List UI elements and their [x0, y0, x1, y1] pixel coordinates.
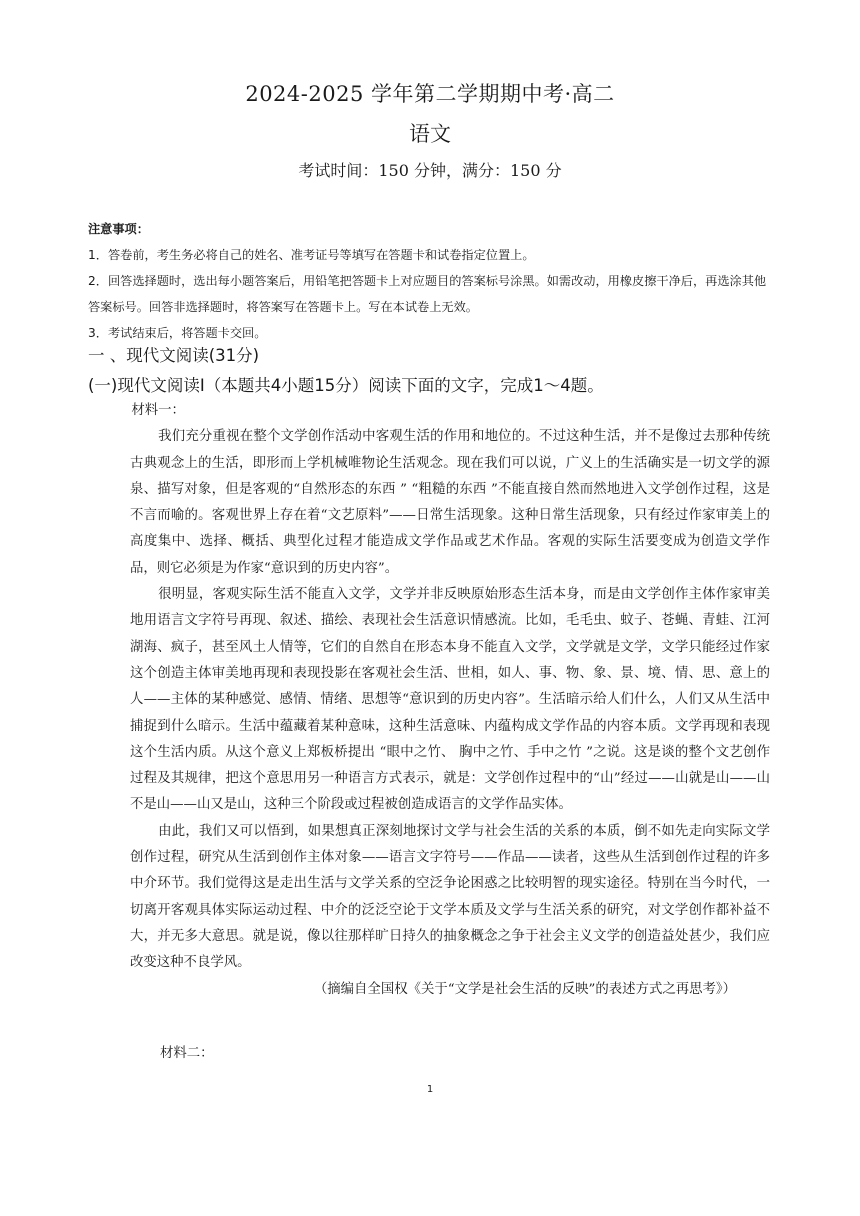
reading-material: [130, 398, 770, 1003]
material-paragraph: 我们充分重视在整个文学创作活动中客观生活的作用和地位的。不过这种生活，并不是像过去那种传统古典观念上的生活，即形而上学机械唯物论生活观念。现在我们可以说，广义上的生活确实是一切文学的源泉、描写对象，但是客观的“自然形态的东西 ” “粗糙的东西 ”不能直接自然而然地进入文学创作过程，这是不言而喻的。客观世界上存在着“文艺原料”——日常生活现象。这种日常生活现象，只有经过作家审美上的高度集中、选择、概括、典型化过程才能造成文学作品或艺术作品。客观的实际生活要变成为创造文学作品，则它必须是为作家“意识到的历史内容”。: [130, 429, 770, 576]
notes-item: 3．考试结束后，将答题卡交回。: [88, 326, 267, 340]
material-paragraph: 很明显，客观实际生活不能直入文学，文学并非反映原始形态生活本身，而是由文学创作主体作家审美地用语言文字符号再现、叙述、描绘、表现社会生活意识情感流。比如，毛毛虫、蚊子、苍蝇、青蛙、江河湖海、疯子，甚至风土人情等，它们的自然自在形态本身不能直入文学，文学就是文学，文学只能经过作家这个创造主体审美地再现和表现投影在客观社会生活、世相，如人、事、物、象、景、境、情、思、意上的人——主体的某种感觉、感情、情绪、思想等“意识到的历史内容”。生活暗示给人们什么，人们又从生活中捕捉到什么暗示。生活中蕴藏着某种意味，这种生活意味、内蕴构成文学作品的内容本质。文学再现和表现这个生活内质。从这个意义上郑板桥提出 “眼中之竹、 胸中之竹、手中之竹 ”之说。这是谈的整个文艺创作过程及其规律，把这个意思用另一种语言方式表示，就是：文学创作过程中的“山”经过——山就是山——山不是山——山又是山，这种三个阶段或过程被创造成语言的文学作品实体。: [130, 587, 770, 813]
material-source: （摘编自全国权《关于“文学是社会生活的反映”的表述方式之再思考》）: [313, 981, 736, 997]
material-label: 材料一：: [131, 403, 185, 418]
subsection-heading: (一)现代文阅读Ⅰ（本题共4小题15分）阅读下面的文字，完成1～4题。: [88, 376, 604, 395]
material2-label: 材料二：: [160, 1046, 214, 1061]
material-paragraph: 由此，我们又可以悟到，如果想真正深刻地探讨文学与社会生活的关系的本质，倒不如先走向实际文学创作过程，研究从生活到创作主体对象——语言文字符号——作品——读者，这些从生活到创作过程的许多中介环节。我们觉得这是走出生活与文学关系的空泛争论困惑之比较明智的现实途径。特别在当今时代，一切离开客观具体实际运动过程、中介的泛泛空论于文学本质及文学与生活关系的研究，对文学创作都补益不大，并无多大意思。就是说，像以往那样旷日持久的抽象概念之争于社会主义文学的创造益处甚少，我们应改变这种不良学风。: [130, 823, 770, 971]
notes-section: [88, 216, 778, 346]
exam-title: 2024-2025 学年第二学期期中考·高二: [245, 82, 615, 106]
subject-title: 语文: [409, 122, 451, 146]
notes-item: 1．答卷前，考生务必将自己的姓名、准考证号等填写在答题卡和试卷指定位置上。: [88, 248, 535, 262]
section-heading: 一 、现代文阅读(31分): [88, 346, 260, 365]
page-number: 1: [426, 1084, 434, 1095]
exam-info: 考试时间：150 分钟，满分：150 分: [298, 161, 562, 180]
notes-title: 注意事项：: [88, 222, 149, 236]
notes-item: 2．回答选择题时，选出每小题答案后，用铅笔把答题卡上对应题目的答案标号涂黑。如需改动，用橡皮擦干净后，再选涂其他答案标号。回答非选择题时，将答案写在答题卡上。写在本试卷上无效。: [88, 274, 767, 314]
